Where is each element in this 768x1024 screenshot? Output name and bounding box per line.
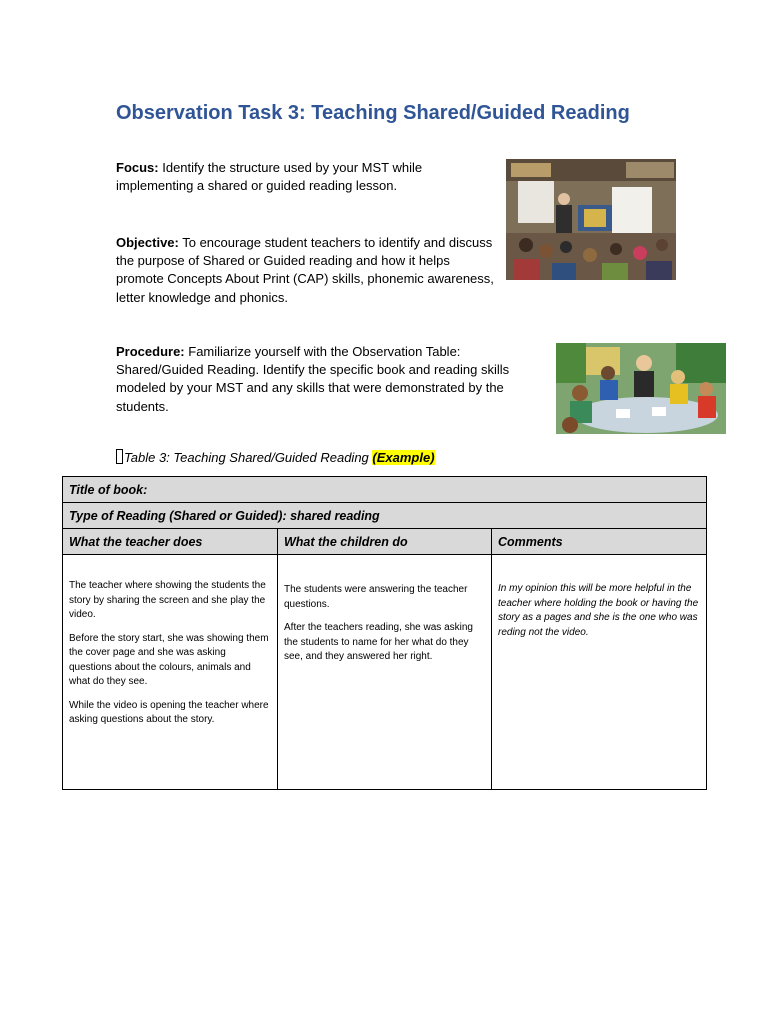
type-row <box>63 503 707 529</box>
comments-cell <box>492 555 707 790</box>
objective-label: Objective: <box>116 235 179 250</box>
procedure-label: Procedure: <box>116 344 185 359</box>
focus-paragraph <box>116 159 486 195</box>
teacher-cell <box>63 555 278 790</box>
header-comments: Comments <box>492 529 707 555</box>
focus-text: Identify the structure used by your MST while implementing a shared or guided reading lesson. <box>116 160 423 194</box>
caption-highlight: (Example) <box>372 450 435 465</box>
children-note: The students were answering the teacher questions. <box>284 584 468 610</box>
table-row <box>63 555 707 790</box>
procedure-paragraph <box>116 343 551 416</box>
page-title: Observation Task 3: Teaching Shared/Guided Reading <box>116 102 630 124</box>
classroom-reading-photo <box>506 159 676 280</box>
objective-paragraph <box>116 234 501 307</box>
title-of-book-cell: Title of book: <box>63 477 707 503</box>
header-teacher: What the teacher does <box>63 529 278 555</box>
caption-text: Table 3: Teaching Shared/Guided Reading <box>124 450 373 465</box>
observation-table <box>62 476 707 790</box>
procedure-text: Familiarize yourself with the Observation Table: Shared/Guided Reading. Identify the specific book and reading skills modeled by your MST and any skills that were demonstrated by the students. <box>116 344 510 414</box>
group-reading-photo <box>556 343 726 434</box>
children-cell <box>278 555 492 790</box>
children-note: After the teachers reading, she was asking the students to name for her what do they see, and they answered her right. <box>284 622 473 662</box>
caption-box-glyph <box>116 449 123 464</box>
header-row <box>63 529 707 555</box>
comment-note: In my opinion this will be more helpful in the teacher where holding the book or having the story as a pages and she is the one who was reding not the video. <box>498 583 699 638</box>
title-row <box>63 477 707 503</box>
type-of-reading-cell: Type of Reading (Shared or Guided): shared reading <box>63 503 707 529</box>
teacher-note: The teacher where showing the students the story by sharing the screen and she play the video. <box>69 580 266 620</box>
teacher-note: While the video is opening the teacher where asking questions about the story. <box>69 699 269 725</box>
header-children: What the children do <box>278 529 492 555</box>
focus-label: Focus: <box>116 160 159 175</box>
table-caption <box>116 449 435 465</box>
teacher-note: Before the story start, she was showing them the cover page and she was asking questions about the colours, animals and what do they see. <box>69 632 269 687</box>
objective-text: To encourage student teachers to identify and discuss the purpose of Shared or Guided reading and how it helps promote Concepts About Print (CAP) skills, phonemic awareness, letter knowledge and phonics. <box>116 235 494 305</box>
